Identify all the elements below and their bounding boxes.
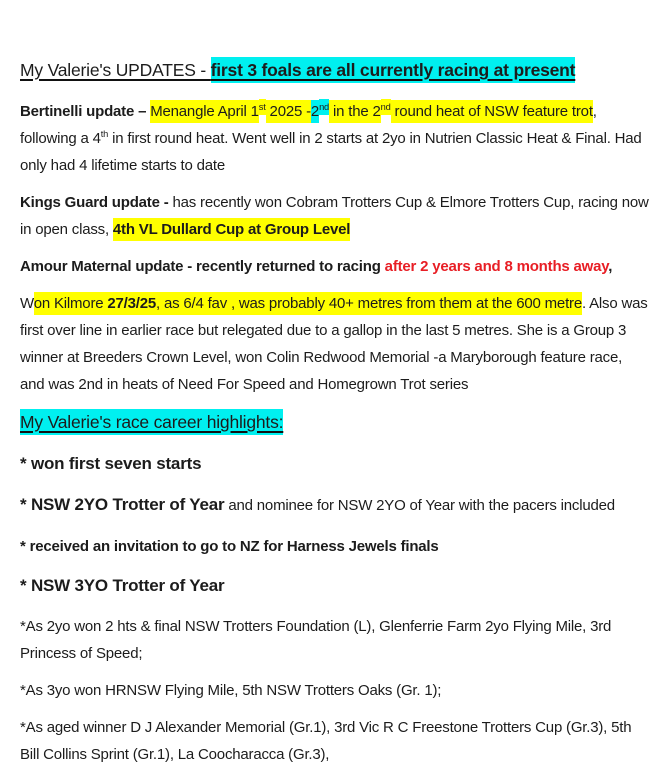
text-run: , as 6/4 fav , was probably 40+ metres from them at the 600 metre [156,292,582,315]
career-as-aged-paragraph [20,714,650,768]
text-run: in first round heat. Went well in 2 starts at 2yo in Nutrien Classic Heat & Final. Had only had 4 lifetime starts to date [20,130,646,174]
text-run: * received an invitation to go to NZ for Harness Jewels finals [20,538,439,555]
amour-maternal-update-paragraph [20,253,650,280]
text-run: th [100,129,109,139]
text-run: st [259,99,266,115]
text-run: *As 3yo won HRNSW Flying Mile, 5th NSW Trotters Oaks (Gr. 1); [20,682,442,699]
text-run: 27/3/25 [107,292,156,315]
text-run: My Valerie's UPDATES - [20,60,211,80]
highlight-won-first-seven-starts [20,450,650,477]
text-run: nd [381,99,391,115]
document-title [20,56,650,84]
text-run: after 2 years and 8 months away [384,258,609,275]
highlight-nsw-3yo-trotter-of-year [20,572,650,599]
text-run: * won first seven starts [20,454,202,473]
career-as-3yo-paragraph [20,677,650,704]
text-run: first 3 foals are all currently racing at present [211,57,576,83]
text-run: * NSW 3YO Trotter of Year [20,576,225,595]
text-run: . Also was first over line in earlier race but relegated due to a gallop in the last 5 metres. She is a Group 3 winner at Breeders Crown Level, won Colin Redwood Memorial -a Maryborough feature race, and was 2nd in heats of Need For Speed and Homegrown Trot series [20,295,652,393]
text-run: 2025 - [266,100,311,123]
text-run: * NSW 2YO Trotter of Year [20,495,225,514]
text-run: Kings Guard update - [20,194,173,211]
text-run: Amour Maternal update - recently returned to racing [20,258,385,275]
text-run: round heat of NSW feature trot [391,100,593,123]
highlight-nsw-2yo-trotter-of-year [20,491,650,519]
highlight-nz-harness-jewels-invitation [20,533,650,560]
text-run: , following a 4 [20,103,601,147]
bertinelli-update-paragraph [20,98,650,179]
text-run: W [20,295,34,312]
text-run: 4th VL Dullard Cup at Group Level [113,218,350,241]
kings-guard-update-paragraph [20,189,653,243]
text-run: My Valerie's race career highlights: [20,409,283,435]
race-career-highlights-heading [20,408,650,436]
text-run: on Kilmore [34,292,108,315]
text-run: 2 [311,100,319,123]
text-run: has recently won Cobram Trotters Cup & Elmore Trotters Cup, racing now in open class, [20,194,653,238]
text-run: nd [319,99,329,115]
career-as-2yo-paragraph [20,613,650,667]
text-run: and nominee for NSW 2YO of Year with the pacers included [224,497,615,514]
text-run: in the 2 [329,100,381,123]
kilmore-win-paragraph [20,290,650,398]
text-run: Menangle April 1 [150,100,259,123]
text-run: *As aged winner D J Alexander Memorial (Gr.1), 3rd Vic R C Freestone Trotters Cup (Gr.3), 5th Bill Collins Sprint (Gr.1), La Coocharacca (Gr.3), [20,719,636,763]
text-run: Bertinelli update – [20,103,151,120]
text-run: , [608,258,613,275]
text-run: *As 2yo won 2 hts & final NSW Trotters Foundation (L), Glenferrie Farm 2yo Flying Mile, 3rd Princess of Speed; [20,618,616,662]
